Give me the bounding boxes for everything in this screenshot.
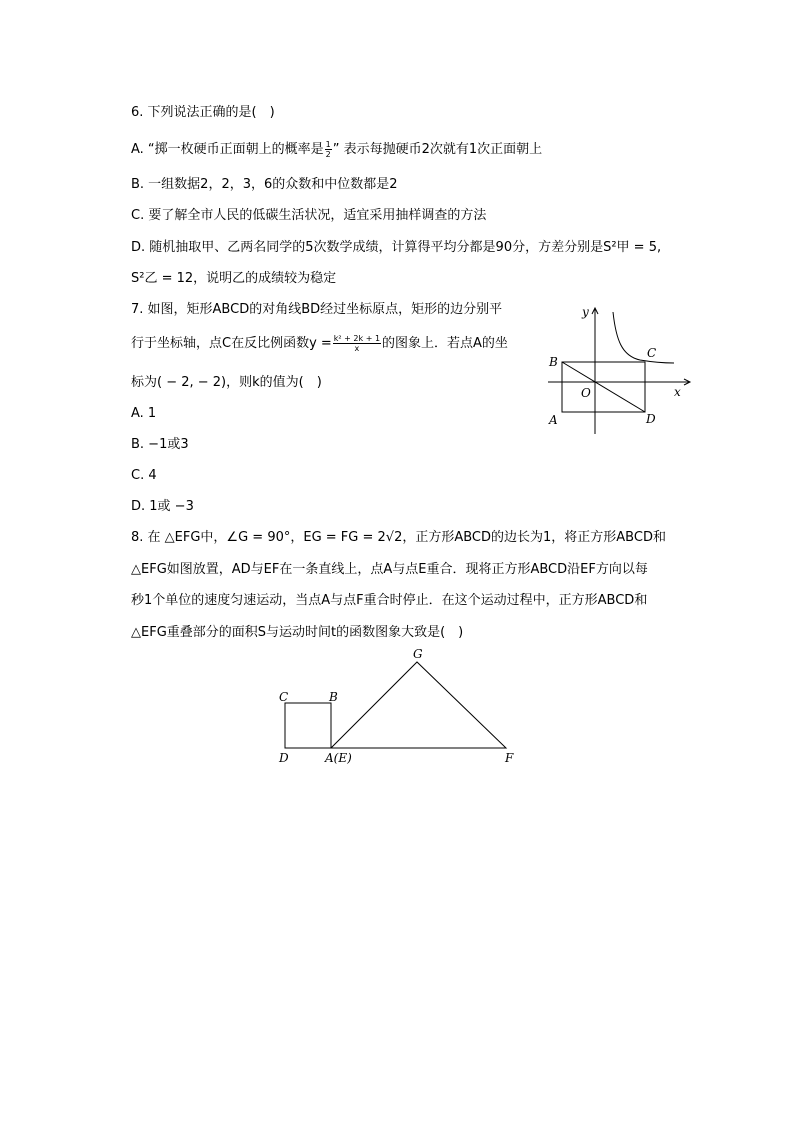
q8-label-b: B xyxy=(329,690,338,704)
q7-function-fraction xyxy=(333,334,381,353)
q7-option-d: D. 1或 −3 xyxy=(131,499,194,514)
q7-option-b: B. −1或3 xyxy=(131,437,189,452)
q7-coordinate-figure xyxy=(540,300,700,440)
q6-option-c: C. 要了解全市人民的低碳生活状况，适宜采用抽样调查的方法 xyxy=(131,208,487,223)
q8-triangle-efg xyxy=(331,662,506,748)
q7-label-y: y xyxy=(582,305,589,319)
q6-fraction-numerator: 1 xyxy=(325,140,331,149)
q7-hyperbola-curve xyxy=(613,312,674,363)
q6-option-a-prefix: A. “掷一枚硬币正面朝上的概率是 xyxy=(131,142,324,157)
q6-option-d-line2: S²乙 = 12，说明乙的成绩较为稳定 xyxy=(131,271,337,286)
q8-stem-line2: △EFG如图放置，AD与EF在一条直线上，点A与点E重合．现将正方形ABCD沿EF方向以每 xyxy=(131,562,648,577)
q7-label-b: B xyxy=(549,355,558,369)
q6-stem: 6. 下列说法正确的是( ) xyxy=(131,105,275,120)
q7-stem-line1: 7. 如图，矩形ABCD的对角线BD经过坐标原点，矩形的边分别平 xyxy=(131,302,503,317)
q7-label-a: A xyxy=(549,413,558,427)
q8-label-f: F xyxy=(505,751,514,765)
q7-option-c: C. 4 xyxy=(131,468,157,483)
q7-stem-line2-suffix: 的图象上．若点A的坐 xyxy=(382,336,508,351)
q6-fraction xyxy=(325,140,332,159)
q6-fraction-denominator: 2 xyxy=(325,150,331,159)
q7-label-c: C xyxy=(647,346,657,360)
q8-geometry-figure xyxy=(270,645,530,770)
q8-stem-line4: △EFG重叠部分的面积S与运动时间t的函数图象大致是( ) xyxy=(131,625,464,640)
q7-label-x: x xyxy=(674,385,681,399)
q6-option-b: B. 一组数据2，2，3，6的众数和中位数都是2 xyxy=(131,177,398,192)
q7-stem-line2-prefix: 行于坐标轴，点C在反比例函数y = xyxy=(131,336,332,351)
q8-stem-line1: 8. 在 △EFG中，∠G = 90°，EG = FG = 2√2，正方形ABCD的边长为1，将正方形ABCD和 xyxy=(131,530,666,545)
q8-label-g: G xyxy=(413,647,423,661)
q7-stem-line2 xyxy=(131,334,508,353)
q7-fraction-numerator: k² + 2k + 1 xyxy=(333,334,381,343)
q7-diagonal-bd xyxy=(562,362,645,412)
q7-label-d: D xyxy=(646,412,656,426)
q7-stem-line3: 标为( − 2, − 2)，则k的值为( ) xyxy=(131,375,322,390)
q8-label-d: D xyxy=(279,751,289,765)
q7-label-o: O xyxy=(581,386,591,400)
q6-option-a-suffix: ” 表示每抛硬币2次就有1次正面朝上 xyxy=(332,142,543,157)
q8-square-abcd xyxy=(285,703,331,748)
q6-option-a xyxy=(131,140,542,159)
q8-stem-line3: 秒1个单位的速度匀速运动，当点A与点F重合时停止．在这个运动过程中，正方形ABCD和 xyxy=(131,593,648,608)
q6-option-d-line1: D. 随机抽取甲、乙两名同学的5次数学成绩，计算得平均分都是90分，方差分别是S²甲 = 5, xyxy=(131,240,662,255)
q7-option-a: A. 1 xyxy=(131,406,157,421)
q8-label-c: C xyxy=(279,690,289,704)
q7-fraction-denominator: x xyxy=(354,344,360,353)
q8-label-a-e: A(E) xyxy=(325,751,352,765)
